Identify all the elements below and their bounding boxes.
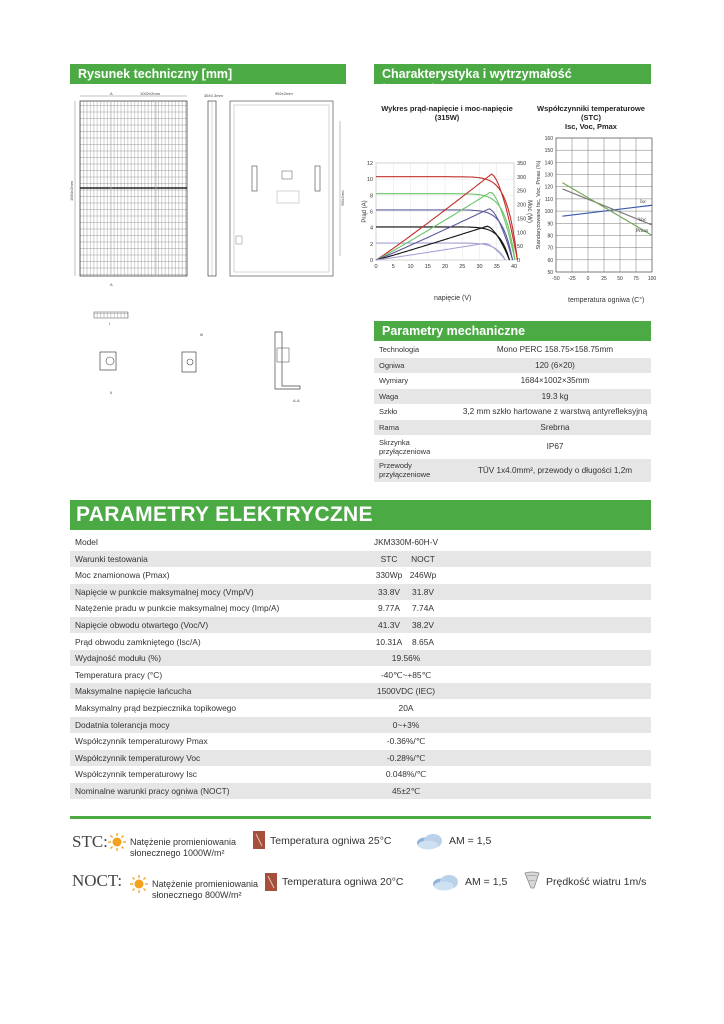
electrical-value-stc: 33.8V xyxy=(378,586,400,597)
iv-x-tick: 10 xyxy=(407,264,414,270)
electrical-row xyxy=(70,783,651,799)
iv-y2-tick: 150 xyxy=(517,216,527,223)
electrical-row xyxy=(70,700,651,716)
temp-x-tick: -25 xyxy=(568,276,576,282)
mechanical-key: Technologia xyxy=(379,345,420,354)
electrical-value-stc: 330Wp xyxy=(375,570,403,581)
electrical-key: Warunki testowania xyxy=(75,553,148,564)
frame-sections xyxy=(94,312,300,403)
electrical-value-noct: 31.8V xyxy=(412,586,434,597)
electrical-value: 0.048%/℃ xyxy=(385,769,427,780)
electrical-value: -0.36%/℃ xyxy=(386,736,426,747)
electrical-key: Napięcie w punkcie maksymalnej mocy (Vmp/V) xyxy=(75,586,254,597)
svg-text:III: III xyxy=(200,332,204,337)
mechanical-row xyxy=(374,373,651,388)
electrical-row xyxy=(70,617,651,633)
electrical-value: -40℃~+85℃ xyxy=(380,669,431,680)
electrical-value-stc: 10.31A xyxy=(375,636,403,647)
mechanical-row xyxy=(374,342,651,357)
electrical-key: Współczynnik temperaturowy Isc xyxy=(75,769,197,780)
temp-x-tick: 25 xyxy=(601,276,607,282)
stc-irradiance-line2: słonecznego 1000W/m² xyxy=(130,848,225,858)
mechanical-value: 19.3 kg xyxy=(541,391,569,401)
iv-y2-tick: 100 xyxy=(517,230,527,237)
temp-y-tick: 130 xyxy=(544,172,553,179)
temp-chart xyxy=(534,132,658,286)
electrical-key: Współczynnik temperaturowy Pmax xyxy=(75,736,208,747)
temp-y-tick: 50 xyxy=(547,270,553,276)
iv-x-tick: 35 xyxy=(493,264,500,270)
temp-ylabel: Standaryzowane Isc, Voc, Pmax (%) xyxy=(536,160,542,250)
iv-y2-tick: 0 xyxy=(517,258,521,264)
noct-irradiance xyxy=(152,879,258,901)
electrical-key: Maksymalny prąd bezpiecznika topikowego xyxy=(75,703,237,713)
back-width-dimension: 952±2mm xyxy=(275,91,293,96)
mechanical-value: TÜV 1x4.0mm², przewody o długości 1,2m xyxy=(477,465,633,475)
noct-air-mass: AM = 1,5 xyxy=(465,876,508,888)
iv-y-tick: 0 xyxy=(369,258,373,264)
noct-cell-temperature: Temperatura ogniwa 20°C xyxy=(282,876,404,888)
iv-x-tick: 20 xyxy=(441,264,449,270)
mechanical-key: Wymiary xyxy=(379,376,409,385)
electrical-row xyxy=(70,551,651,567)
iv-y2-tick: 50 xyxy=(517,244,524,251)
mechanical-key: Waga xyxy=(379,391,399,401)
iv-y-tick: 8 xyxy=(369,193,373,200)
iv-x-tick: 25 xyxy=(459,264,466,270)
iv-chart xyxy=(362,155,532,285)
iv-chart-xlabel: napięcie (V) xyxy=(434,295,472,302)
footer-divider xyxy=(70,816,651,819)
electrical-key: Wydajność modułu (%) xyxy=(75,653,162,664)
temp-y-tick: 120 xyxy=(544,184,553,191)
temp-chart-title-line1: Współczynniki temperaturowe (STC) xyxy=(537,104,645,122)
electrical-value: 0~+3% xyxy=(392,719,420,730)
mechanical-row xyxy=(374,420,651,435)
electrical-value: 20A xyxy=(398,703,414,713)
electrical-value: 19.56% xyxy=(391,653,421,664)
electrical-key: Temperatura pracy (°C) xyxy=(75,669,163,680)
electrical-value-stc: STC xyxy=(380,553,398,564)
svg-text:A: A xyxy=(110,282,113,287)
mechanical-key: Skrzynka przyłączeniowa xyxy=(379,437,431,456)
iv-x-tick: 5 xyxy=(391,264,395,270)
section-header-technical: Rysunek techniczny [mm] xyxy=(70,64,346,84)
mechanical-value: IP67 xyxy=(546,442,564,451)
stc-air-mass: AM = 1,5 xyxy=(449,835,492,847)
mechanical-row xyxy=(374,358,651,373)
temp-series-label: Isc xyxy=(640,199,647,206)
iv-curve-2 xyxy=(376,210,513,260)
front-view-panel xyxy=(69,91,187,287)
electrical-key: Dodatnia tolerancja mocy xyxy=(75,719,170,730)
electrical-value-stc: 41.3V xyxy=(378,620,400,630)
electrical-row xyxy=(70,750,651,766)
electrical-value-stc: 9.77A xyxy=(378,603,400,614)
temp-y-tick: 140 xyxy=(544,160,553,167)
iv-x-tick: 15 xyxy=(424,264,431,270)
temp-y-tick: 110 xyxy=(545,196,553,203)
temp-y-tick: 80 xyxy=(547,233,553,240)
mechanical-value: 120 (6×20) xyxy=(535,360,575,370)
svg-text:II: II xyxy=(110,390,113,395)
mechanical-value: Mono PERC 158.75×158.75mm xyxy=(496,345,614,354)
temp-x-tick: 50 xyxy=(617,276,623,282)
temp-y-tick: 160 xyxy=(544,136,553,142)
iv-y-tick: 10 xyxy=(366,177,373,184)
electrical-value: 45±2℃ xyxy=(392,786,420,796)
iv-x-tick: 30 xyxy=(476,264,483,270)
svg-text:A: A xyxy=(110,91,113,96)
iv-chart-title xyxy=(372,104,522,122)
electrical-value: 1500VDC (IEC) xyxy=(376,686,436,697)
electrical-row xyxy=(70,766,651,782)
mechanical-key: Ogniwa xyxy=(379,360,405,370)
wind-icon xyxy=(522,870,542,892)
mechanical-row xyxy=(374,389,651,404)
electrical-value: -0.28%/℃ xyxy=(386,752,426,763)
mechanical-row xyxy=(374,435,651,458)
width-dimension: 1002±2mm xyxy=(140,91,160,96)
temp-y-tick: 100 xyxy=(544,209,553,216)
section-header-electrical: PARAMETRY ELEKTRYCZNE xyxy=(70,500,651,530)
temp-x-tick: 100 xyxy=(647,276,657,282)
mechanical-key: Szkło xyxy=(379,407,398,416)
mechanical-row xyxy=(374,404,651,419)
iv-y2-tick: 350 xyxy=(517,161,527,167)
mechanical-key: Rama xyxy=(379,422,400,432)
iv-y-tick: 12 xyxy=(366,161,373,167)
depth-dimension: 35±0.3mm xyxy=(204,93,223,98)
temp-x-tick: -50 xyxy=(552,276,560,282)
iv-y-tick: 6 xyxy=(369,209,373,216)
temp-y-tick: 90 xyxy=(547,221,553,228)
sun-icon xyxy=(107,832,127,852)
section-mark: A-A xyxy=(293,398,300,403)
stc-label: STC: xyxy=(72,832,108,851)
side-view-panel xyxy=(204,93,224,276)
temp-x-tick: 75 xyxy=(633,276,639,282)
iv-chart-title-line1: Wykres prąd-napięcie i moc-napięcie xyxy=(381,104,513,113)
mechanical-value: Srebrna xyxy=(540,422,570,432)
noct-wind-speed: Prędkość wiatru 1m/s xyxy=(546,876,647,888)
electrical-row xyxy=(70,600,651,616)
svg-text:960±2mm: 960±2mm xyxy=(341,190,345,206)
iv-y2-tick: 300 xyxy=(517,174,527,181)
temp-chart-title xyxy=(526,104,656,131)
electrical-value-noct: 38.2V xyxy=(412,620,434,630)
technical-drawing xyxy=(70,86,360,406)
iv-y2-tick: 200 xyxy=(517,202,527,209)
noct-irradiance-line1: Natężenie promieniowania xyxy=(152,879,259,889)
cell-temperature-icon xyxy=(263,872,279,892)
svg-text:I: I xyxy=(109,321,111,326)
iv-x-tick: 0 xyxy=(374,264,378,270)
iv-y2label: Moc (W) xyxy=(526,200,532,223)
electrical-row xyxy=(70,683,651,699)
electrical-row xyxy=(70,667,651,683)
pv-curve-2 xyxy=(376,209,513,260)
electrical-row xyxy=(70,634,651,650)
electrical-key: Nominalne warunki pracy ogniwa (NOCT) xyxy=(75,786,230,796)
cloud-icon xyxy=(414,832,444,850)
electrical-row xyxy=(70,717,651,733)
electrical-value-noct: NOCT xyxy=(411,553,435,564)
back-view-panel xyxy=(230,91,345,276)
electrical-value-noct: 8.65A xyxy=(412,636,434,647)
height-dimension: 1684±2mm xyxy=(69,181,74,201)
electrical-key: Współczynnik temperaturowy Voc xyxy=(75,752,201,763)
iv-y2-tick: 250 xyxy=(517,188,527,195)
cell-temperature-icon xyxy=(251,830,267,850)
mechanical-key: Przewody przyłączeniowe xyxy=(379,461,431,479)
electrical-value-noct: 7.74A xyxy=(412,603,434,614)
electrical-key: Natężenie pradu w punkcie maksymalnej mocy (Imp/A) xyxy=(75,603,280,614)
electrical-key: Moc znamionowa (Pmax) xyxy=(75,570,170,581)
temp-chart-xlabel: temperatura ogniwa (C°) xyxy=(568,297,645,304)
stc-irradiance xyxy=(130,837,236,859)
electrical-key: Prąd obwodu zamkniętego (Isc/A) xyxy=(75,636,201,647)
cloud-icon xyxy=(430,873,460,891)
mechanical-row xyxy=(374,459,651,482)
electrical-value-noct: 246Wp xyxy=(409,570,437,581)
electrical-row xyxy=(70,534,651,550)
temp-y-tick: 70 xyxy=(547,245,553,252)
electrical-row xyxy=(70,567,651,583)
noct-irradiance-line2: słonecznego 800W/m² xyxy=(152,890,242,900)
electrical-value: JKM330M-60H-V xyxy=(373,537,439,547)
temp-y-tick: 150 xyxy=(544,148,553,155)
iv-x-tick: 40 xyxy=(510,264,518,270)
temp-y-tick: 60 xyxy=(547,257,553,264)
temp-chart-title-line2: Isc, Voc, Pmax xyxy=(565,122,617,131)
temp-series-label: Pmax xyxy=(636,227,649,234)
mechanical-value: 3,2 mm szkło hartowane z warstwą antyrefleksyjną xyxy=(462,407,648,416)
stc-cell-temperature: Temperatura ogniwa 25°C xyxy=(270,835,392,847)
stc-irradiance-line1: Natężenie promieniowania xyxy=(130,837,237,847)
iv-y-tick: 2 xyxy=(369,241,373,248)
electrical-row xyxy=(70,584,651,600)
temp-series-label: Voc xyxy=(638,217,647,224)
electrical-key: Napięcie obwodu otwartego (Voc/V) xyxy=(75,620,209,630)
sun-icon xyxy=(129,874,149,894)
temp-x-tick: 0 xyxy=(586,276,590,282)
noct-label: NOCT: xyxy=(72,871,123,890)
electrical-row xyxy=(70,733,651,749)
electrical-key: Model xyxy=(75,537,98,547)
electrical-key: Maksymalne napięcie łańcucha xyxy=(75,686,192,697)
section-header-mechanical: Parametry mechaniczne xyxy=(374,321,651,341)
iv-y-tick: 4 xyxy=(369,225,373,232)
mechanical-value: 1684×1002×35mm xyxy=(520,376,590,385)
iv-ylabel: Prąd (A) xyxy=(362,200,368,223)
electrical-row xyxy=(70,650,651,666)
section-header-characteristics: Charakterystyka i wytrzymałość temperaturowa xyxy=(374,64,651,84)
iv-chart-title-line2: (315W) xyxy=(434,113,460,122)
